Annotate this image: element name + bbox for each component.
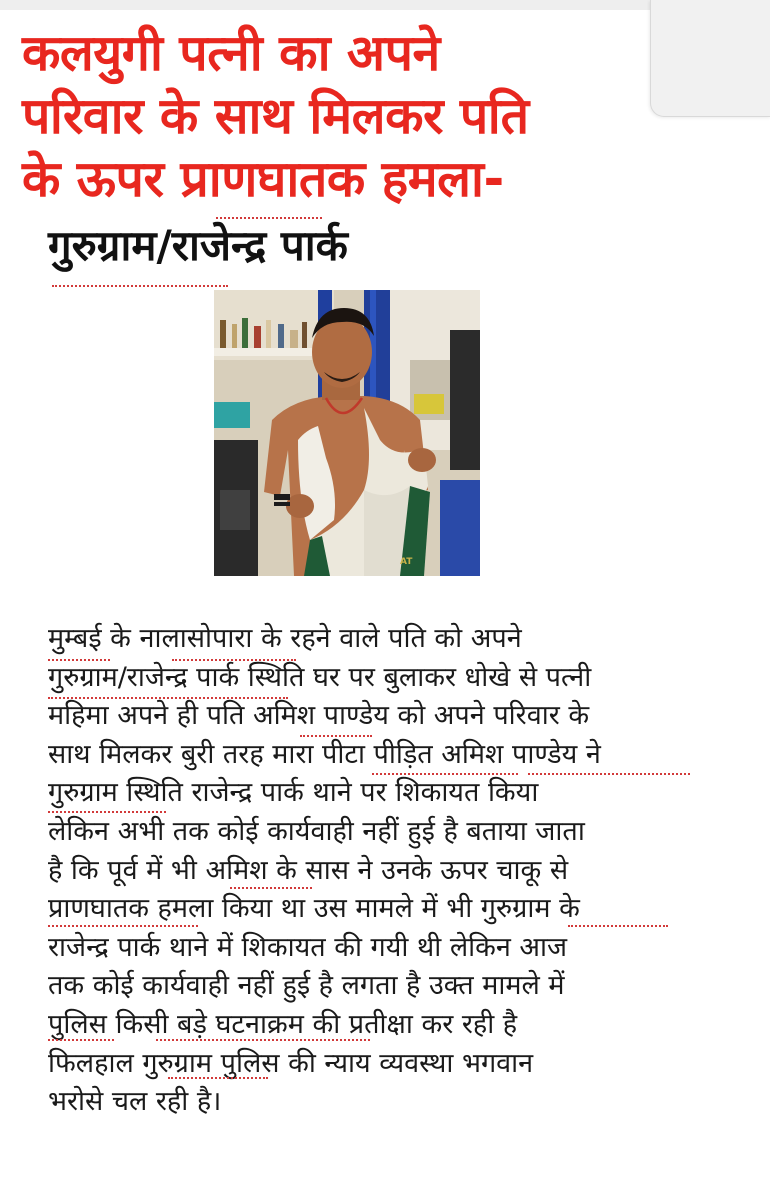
article-photo <box>214 290 480 576</box>
spellcheck-underline <box>156 1039 370 1041</box>
spellcheck-underline <box>568 925 668 927</box>
spellcheck-underline <box>48 1039 114 1041</box>
headline: कलयुगी पत्नी का अपने परिवार के साथ मिलकर पति के ऊपर प्राणघातक हमला- <box>22 24 529 208</box>
spellcheck-underline <box>230 887 312 889</box>
spellcheck-underline <box>52 285 228 287</box>
spellcheck-underline <box>172 659 296 661</box>
spellcheck-underline <box>168 1077 268 1079</box>
man-holding-torn-vest-photo <box>214 290 480 576</box>
spellcheck-underline <box>216 217 322 219</box>
shirt-print-text: AT <box>400 557 413 567</box>
article-body: मुम्बई के नालासोपारा के रहने वाले पति को अपने गुरुग्राम/राजेन्द्र पार्क स्थिति घर पर बुलाकर धोखे से पत्नी महिमा अपने ही पति अमिश पाण्डेय को अपने परिवार के साथ मिलकर बुरी तरह मारा पीटा पीड़ित अमिश पाण्डेय ने गुरुग्राम स्थिति राजेन्द्र पार्क थाने पर शिकायत किया लेकिन अभी तक कोई कार्यवाही नहीं हुई है बताया जाता है कि पूर्व में भी अमिश के सास ने उनके ऊपर चाकू से प्राणघातक हमला किया था उस मामले में भी गुरुग्राम के राजेन्द्र पार्क थाने में शिकायत की गयी थी लेकिन आज तक कोई कार्यवाही नहीं हुई है लगता है उक्त मामले में पुलिस किसी बड़े घटनाक्रम की प्रतीक्षा कर रही है फिलहाल गुरुग्राम पुलिस की न्याय व्यवस्था भगवान भरोसे चल रही है। <box>48 623 601 1118</box>
spellcheck-underline <box>48 925 198 927</box>
spellcheck-underline <box>48 697 288 699</box>
subheadline: गुरुग्राम/राजेन्द्र पार्क <box>48 221 348 270</box>
spellcheck-underline <box>300 735 372 737</box>
spellcheck-underline <box>372 773 518 775</box>
spellcheck-underline <box>528 773 690 775</box>
spellcheck-underline <box>48 811 166 813</box>
spellcheck-underline <box>48 659 110 661</box>
